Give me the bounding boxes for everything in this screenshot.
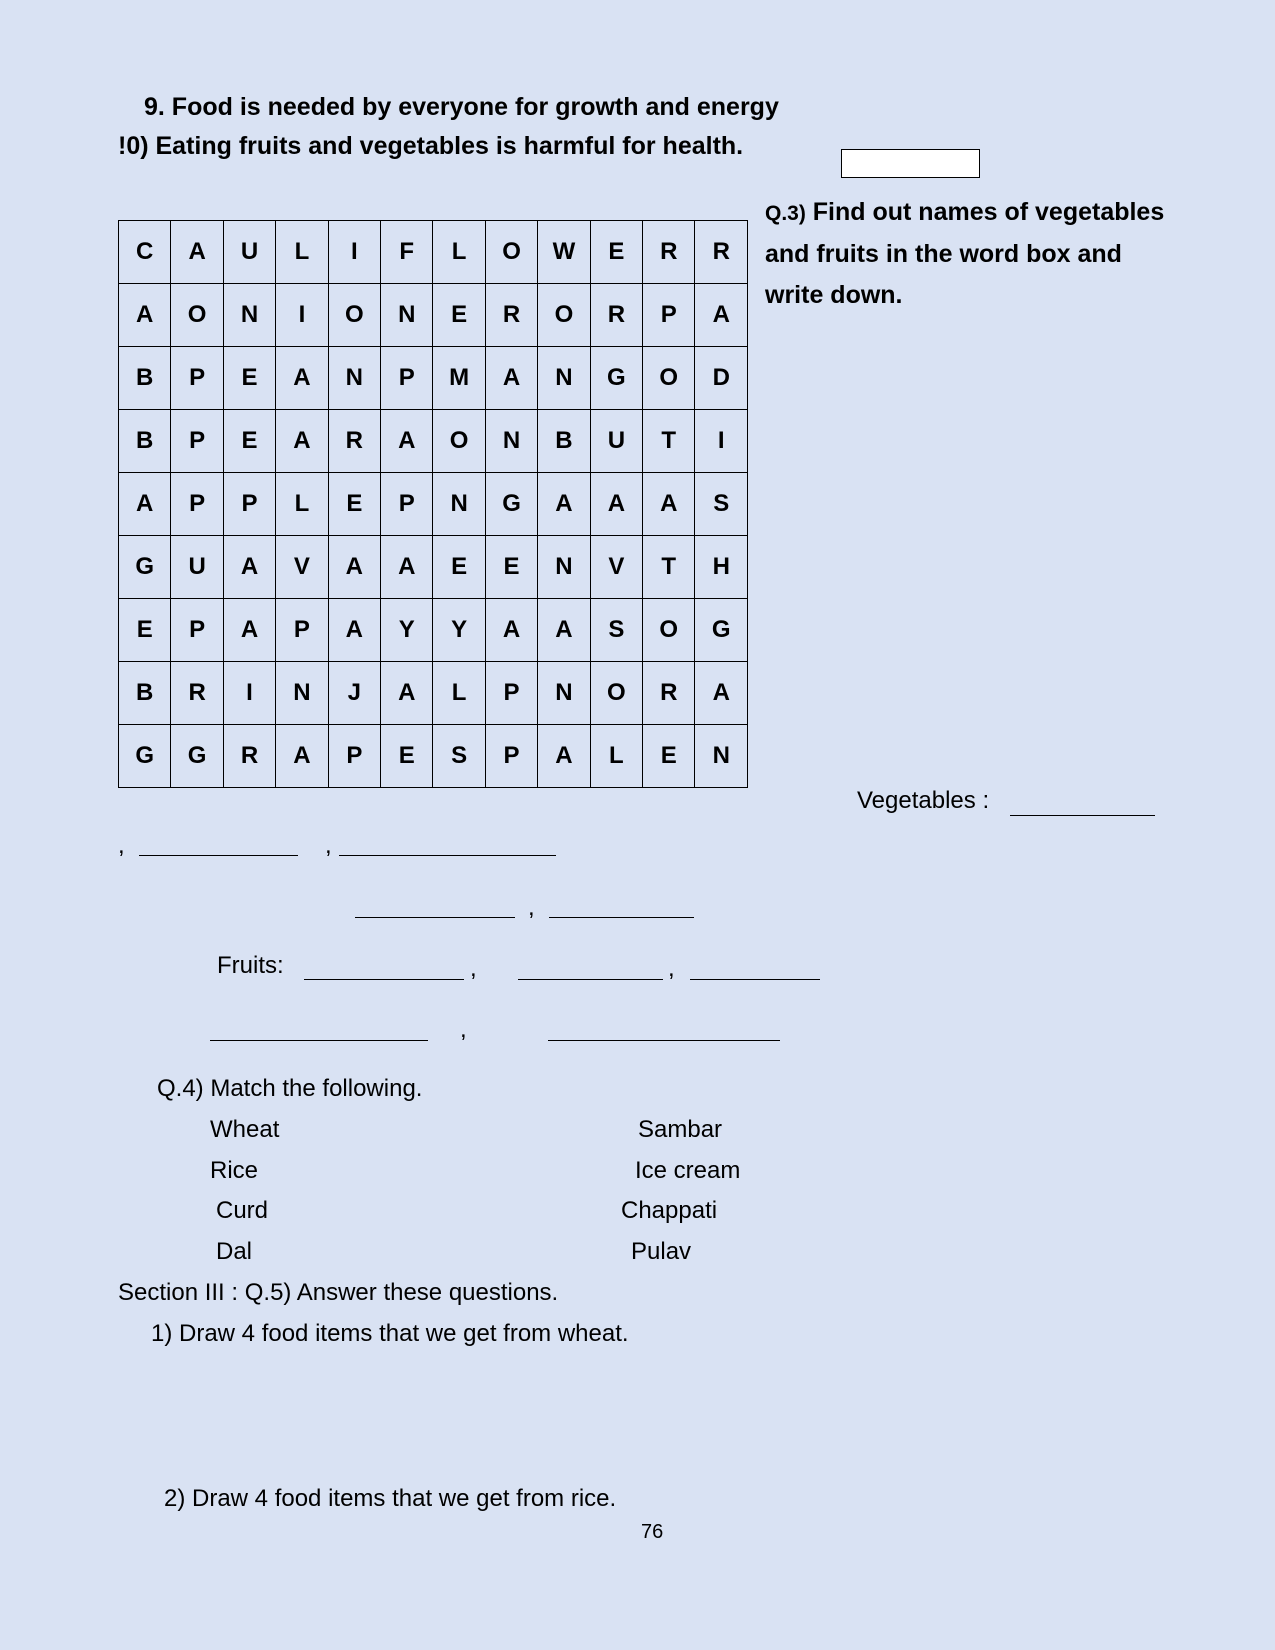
grid-cell: R	[223, 725, 275, 788]
grid-cell: A	[328, 536, 380, 599]
match-right-item: Chappati	[621, 1197, 718, 1224]
grid-cell: N	[381, 284, 433, 347]
grid-cell: R	[590, 284, 642, 347]
comma: ,	[460, 1016, 467, 1043]
grid-cell: P	[485, 725, 537, 788]
grid-cell: L	[276, 473, 328, 536]
grid-row	[119, 284, 748, 347]
grid-cell: O	[485, 221, 537, 284]
grid-cell: O	[328, 284, 380, 347]
match-left-item: Wheat	[210, 1116, 280, 1143]
grid-row	[119, 536, 748, 599]
grid-cell: E	[119, 599, 171, 662]
match-right-item: Pulav	[631, 1238, 692, 1265]
grid-cell: I	[276, 284, 328, 347]
question-4-title: Q.4) Match the following.	[157, 1075, 423, 1102]
grid-cell: E	[433, 284, 485, 347]
grid-cell: P	[485, 662, 537, 725]
grid-cell: A	[590, 473, 642, 536]
grid-cell: N	[695, 725, 748, 788]
grid-cell: N	[223, 284, 275, 347]
grid-cell: S	[590, 599, 642, 662]
match-left-item: Curd	[216, 1197, 269, 1224]
match-right-item: Sambar	[638, 1116, 723, 1143]
fruits-blank-3[interactable]	[690, 979, 820, 980]
grid-cell: U	[223, 221, 275, 284]
comma: ,	[118, 832, 125, 859]
question-10: !0) Eating fruits and vegetables is harmful for health.	[118, 132, 744, 160]
grid-cell: P	[171, 410, 223, 473]
grid-row	[119, 473, 748, 536]
question-3-number: Q.3)	[765, 202, 806, 225]
grid-cell: J	[328, 662, 380, 725]
grid-row	[119, 599, 748, 662]
question-3-line-3: write down.	[765, 281, 903, 309]
question-3-line-1: Find out names of vegetables	[805, 198, 1165, 226]
vegetables-blank-5[interactable]	[549, 917, 694, 918]
question-3-line-2: and fruits in the word box and	[765, 240, 1122, 268]
grid-cell: B	[119, 347, 171, 410]
grid-cell: I	[328, 221, 380, 284]
vegetables-blank-1[interactable]	[1010, 815, 1155, 816]
grid-cell: A	[695, 284, 748, 347]
grid-row	[119, 725, 748, 788]
grid-cell: Y	[433, 599, 485, 662]
grid-cell: A	[276, 725, 328, 788]
grid-cell: A	[538, 599, 590, 662]
grid-cell: O	[590, 662, 642, 725]
match-left-item: Rice	[210, 1157, 259, 1184]
grid-cell: H	[695, 536, 748, 599]
grid-cell: A	[695, 662, 748, 725]
grid-cell: I	[695, 410, 748, 473]
grid-cell: L	[590, 725, 642, 788]
question-9: 9. Food is needed by everyone for growth and energy	[144, 93, 779, 121]
comma: ,	[668, 955, 675, 982]
grid-cell: A	[276, 347, 328, 410]
grid-cell: R	[485, 284, 537, 347]
grid-cell: E	[590, 221, 642, 284]
grid-cell: G	[485, 473, 537, 536]
grid-cell: A	[381, 662, 433, 725]
grid-cell: S	[695, 473, 748, 536]
fruits-label: Fruits:	[217, 952, 284, 979]
grid-cell: W	[538, 221, 590, 284]
grid-row	[119, 221, 748, 284]
grid-cell: P	[223, 473, 275, 536]
grid-cell: N	[538, 347, 590, 410]
grid-cell: O	[643, 599, 695, 662]
grid-cell: A	[276, 410, 328, 473]
grid-cell: A	[171, 221, 223, 284]
grid-cell: A	[485, 347, 537, 410]
grid-cell: A	[538, 473, 590, 536]
grid-cell: R	[643, 662, 695, 725]
grid-cell: A	[223, 599, 275, 662]
grid-cell: N	[538, 662, 590, 725]
comma: ,	[325, 832, 332, 859]
grid-cell: A	[381, 410, 433, 473]
grid-cell: P	[171, 473, 223, 536]
grid-row	[119, 662, 748, 725]
grid-cell: P	[171, 347, 223, 410]
fruits-blank-4[interactable]	[210, 1040, 428, 1041]
grid-cell: N	[433, 473, 485, 536]
vegetables-blank-4[interactable]	[355, 917, 515, 918]
page-number: 76	[641, 1521, 664, 1543]
grid-cell: T	[643, 536, 695, 599]
fruits-blank-5[interactable]	[548, 1040, 780, 1041]
grid-cell: A	[328, 599, 380, 662]
grid-cell: V	[276, 536, 328, 599]
grid-cell: E	[328, 473, 380, 536]
grid-cell: M	[433, 347, 485, 410]
grid-cell: E	[223, 410, 275, 473]
grid-cell: R	[643, 221, 695, 284]
grid-cell: S	[433, 725, 485, 788]
fruits-blank-2[interactable]	[518, 979, 663, 980]
grid-cell: L	[433, 221, 485, 284]
match-left-item: Dal	[216, 1238, 253, 1265]
grid-cell: O	[433, 410, 485, 473]
grid-cell: G	[119, 725, 171, 788]
grid-cell: A	[643, 473, 695, 536]
question-5-2: 2) Draw 4 food items that we get from rice.	[164, 1485, 617, 1512]
grid-cell: G	[695, 599, 748, 662]
comma: ,	[528, 894, 535, 921]
vegetables-label: Vegetables :	[857, 787, 990, 814]
grid-cell: E	[433, 536, 485, 599]
grid-row	[119, 410, 748, 473]
grid-cell: O	[538, 284, 590, 347]
grid-cell: E	[223, 347, 275, 410]
grid-cell: B	[119, 662, 171, 725]
grid-cell: P	[643, 284, 695, 347]
vegetables-blank-2[interactable]	[139, 855, 298, 856]
comma: ,	[470, 955, 477, 982]
grid-cell: L	[276, 221, 328, 284]
grid-cell: N	[328, 347, 380, 410]
vegetables-blank-3[interactable]	[339, 855, 556, 856]
grid-cell: A	[485, 599, 537, 662]
grid-cell: A	[119, 473, 171, 536]
fruits-blank-1[interactable]	[304, 979, 464, 980]
grid-cell: Y	[381, 599, 433, 662]
grid-cell: L	[433, 662, 485, 725]
grid-cell: I	[223, 662, 275, 725]
grid-cell: B	[119, 410, 171, 473]
grid-cell: R	[171, 662, 223, 725]
grid-cell: G	[119, 536, 171, 599]
grid-cell: E	[485, 536, 537, 599]
grid-cell: G	[590, 347, 642, 410]
grid-cell: T	[643, 410, 695, 473]
grid-cell: N	[485, 410, 537, 473]
grid-cell: E	[381, 725, 433, 788]
grid-cell: A	[119, 284, 171, 347]
word-search-grid	[118, 220, 748, 788]
grid-cell: R	[328, 410, 380, 473]
grid-cell: P	[276, 599, 328, 662]
grid-cell: P	[381, 347, 433, 410]
grid-row	[119, 347, 748, 410]
grid-cell: N	[538, 536, 590, 599]
grid-cell: A	[381, 536, 433, 599]
grid-cell: O	[643, 347, 695, 410]
grid-cell: U	[171, 536, 223, 599]
question-3-instruction	[765, 192, 1185, 316]
grid-cell: E	[643, 725, 695, 788]
grid-cell: A	[538, 725, 590, 788]
section-3-title: Section III : Q.5) Answer these questions.	[118, 1279, 559, 1306]
answer-box[interactable]	[841, 149, 980, 178]
grid-cell: N	[276, 662, 328, 725]
match-right-item: Ice cream	[635, 1157, 741, 1184]
grid-cell: D	[695, 347, 748, 410]
grid-cell: G	[171, 725, 223, 788]
grid-cell: U	[590, 410, 642, 473]
grid-cell: V	[590, 536, 642, 599]
grid-cell: P	[171, 599, 223, 662]
grid-cell: C	[119, 221, 171, 284]
grid-cell: B	[538, 410, 590, 473]
grid-cell: O	[171, 284, 223, 347]
question-5-1: 1) Draw 4 food items that we get from wheat.	[151, 1320, 629, 1347]
grid-cell: F	[381, 221, 433, 284]
grid-cell: A	[223, 536, 275, 599]
grid-cell: R	[695, 221, 748, 284]
grid-cell: P	[381, 473, 433, 536]
grid-cell: P	[328, 725, 380, 788]
